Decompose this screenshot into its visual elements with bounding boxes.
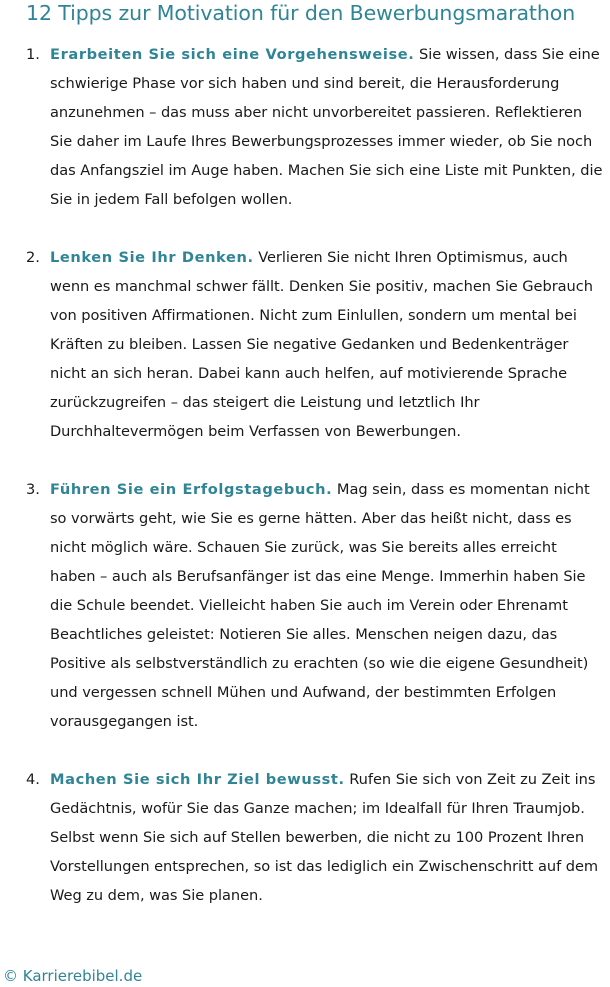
tip-number: 1. xyxy=(26,46,40,63)
tip-text: Sie wissen, dass Sie eine schwierige Phase vor sich haben und sind bereit, die Herausforderung anzunehmen – das muss aber nicht unvorbereitet passieren. Reflektieren Sie daher im Laufe Ihres Bewerbungsprozesses immer wieder, ob Sie noch das Anfangsziel im Auge haben. Machen Sie sich eine Liste mit Punkten, die Sie in jedem Fall befolgen wollen. xyxy=(50,46,603,208)
tip-text: Verlieren Sie nicht Ihren Optimismus, auch wenn es manchmal schwer fällt. Denken Sie positiv, machen Sie Gebrauch von positiven Affirmationen. Nicht zum Einlullen, sondern um mental bei Kräften zu bleiben. Lassen Sie negative Gedanken und Bedenkenträger nicht an sich heran. Dabei kann auch helfen, auf motivierende Sprache zurückzugreifen – das steigert die Leistung und letztlich Ihr Durchhaltevermögen beim Verfassen von Bewerbungen. xyxy=(50,249,593,440)
page-title: 12 Tipps zur Motivation für den Bewerbungsmarathon xyxy=(26,1,576,25)
tips-list xyxy=(0,40,610,939)
tip-heading: Führen Sie ein Erfolgstagebuch. xyxy=(50,481,333,498)
tip-heading: Lenken Sie Ihr Denken. xyxy=(50,249,254,266)
tip-item xyxy=(0,40,610,214)
copyright-footer: © Karrierebibel.de xyxy=(3,967,143,985)
tip-heading: Erarbeiten Sie sich eine Vorgehensweise. xyxy=(50,46,415,63)
tip-heading: Machen Sie sich Ihr Ziel bewusst. xyxy=(50,771,345,788)
tip-text: Mag sein, dass es momentan nicht so vorwärts geht, wie Sie es gerne hätten. Aber das heißt nicht, dass es nicht möglich wäre. Schauen Sie zurück, was Sie bereits alles erreicht haben – auch als Berufsanfänger ist das eine Menge. Immerhin haben Sie die Schule beendet. Vielleicht haben Sie auch im Verein oder Ehrenamt Beachtliches geleistet: Notieren Sie alles. Menschen neigen dazu, das Positive als selbstverständlich zu erachten (so wie die eigene Gesundheit) und vergessen schnell Mühen und Aufwand, der bestimmten Erfolgen vorausgegangen ist. xyxy=(50,481,590,730)
tip-number: 3. xyxy=(26,481,40,498)
tip-item xyxy=(0,765,610,910)
tip-number: 2. xyxy=(26,249,40,266)
tip-text: Rufen Sie sich von Zeit zu Zeit ins Gedächtnis, wofür Sie das Ganze machen; im Idealfall für Ihren Traumjob. Selbst wenn Sie sich auf Stellen bewerben, die nicht zu 100 Prozent Ihren Vorstellungen entsprechen, so ist das lediglich ein Zwischenschritt auf dem Weg zu dem, was Sie planen. xyxy=(50,771,599,904)
tip-number: 4. xyxy=(26,771,40,788)
tip-item xyxy=(0,475,610,736)
tip-item xyxy=(0,243,610,446)
